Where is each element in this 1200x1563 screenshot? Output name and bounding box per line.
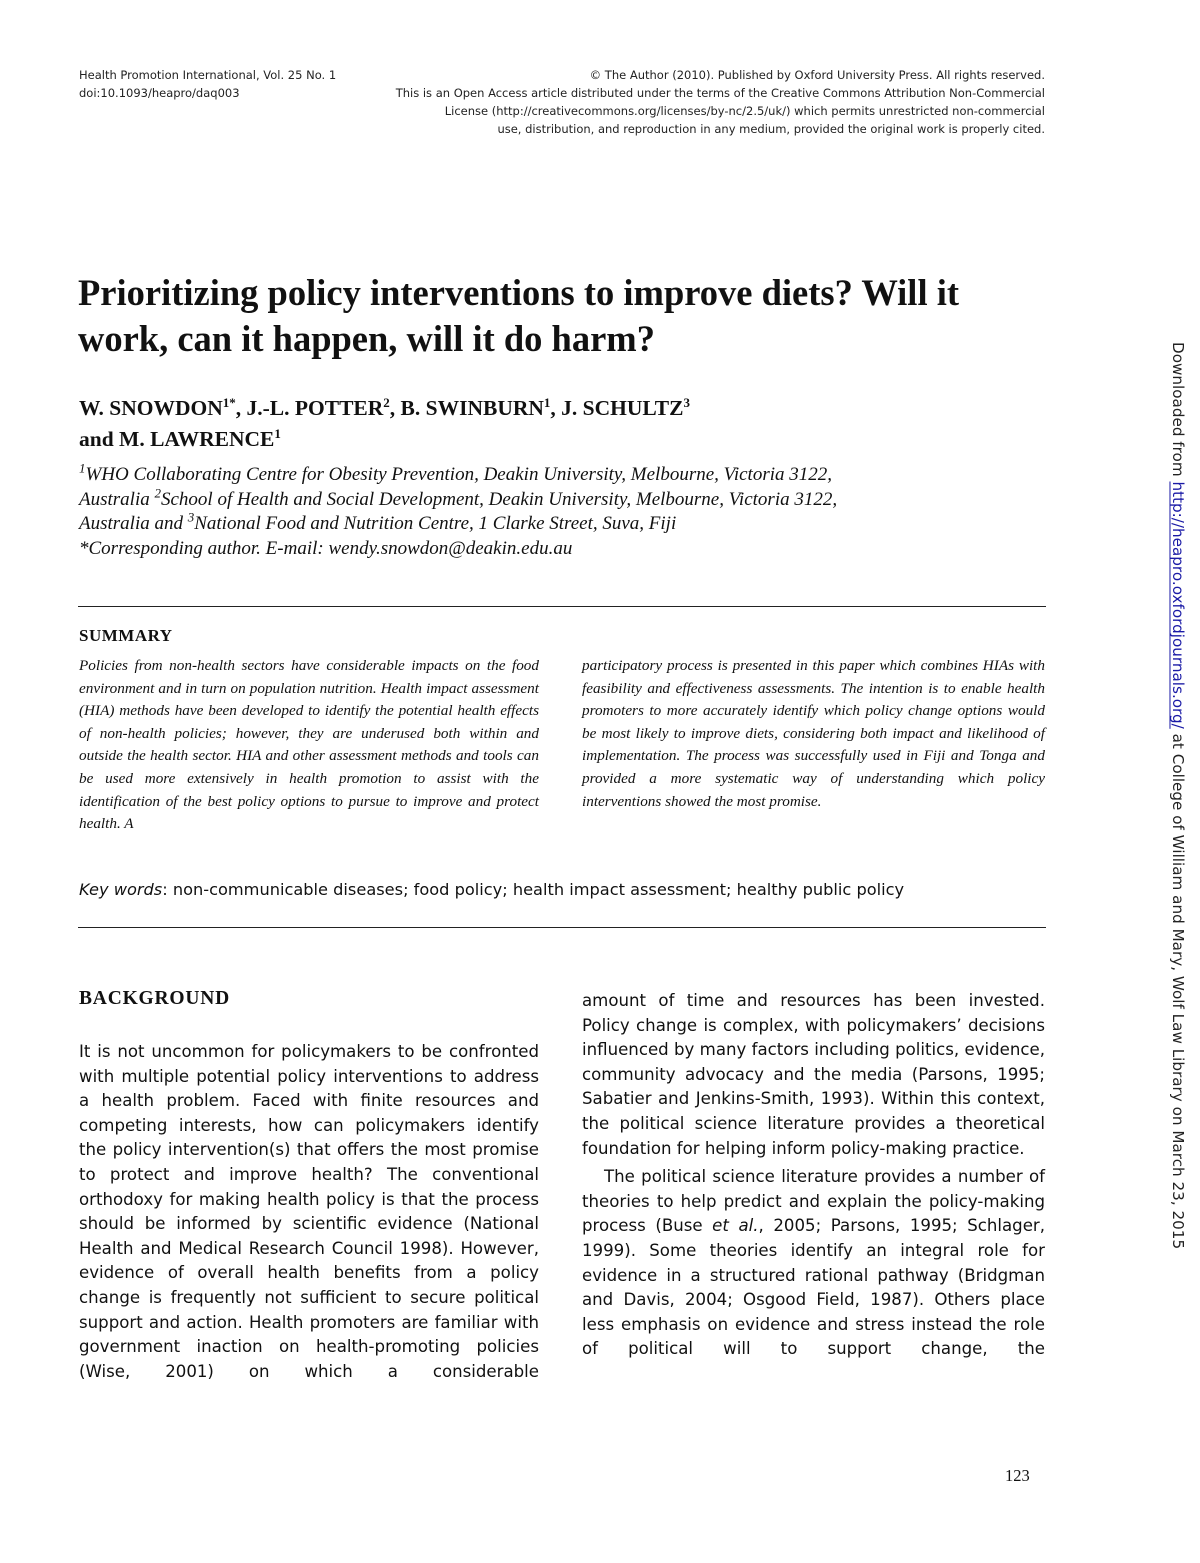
- author-affiliation-mark: 2: [383, 394, 390, 410]
- keywords-text: : non-communicable diseases; food policy; health impact assessment; healthy public policy: [162, 880, 905, 899]
- paragraph-text: , 2005; Parsons, 1995; Schlager, 1999). Some theories identify an integral role for evidence in a structured rational pathway (Bridgman and Davis, 2004; Osgood Field, 1987). Others place less emphasis on evidence and stress instead the role of political will to support change, the: [582, 1216, 1046, 1359]
- affiliation-mark: 2: [154, 485, 161, 501]
- body-column-left: [79, 1040, 539, 1384]
- license-line: use, distribution, and reproduction in any medium, provided the original work is properly cited.: [497, 122, 1045, 136]
- author-name: J.-L. POTTER: [246, 396, 384, 420]
- affiliations: [79, 460, 1059, 561]
- author-affiliation-mark: 3: [683, 394, 690, 410]
- author-name: J. SCHULTZ: [561, 396, 684, 420]
- download-stamp-text: at College of William and Mary, Wolf Law Library on March 23, 2015: [1169, 728, 1187, 1250]
- author-name: B. SWINBURN: [400, 396, 544, 420]
- affiliation-mark: 1: [79, 460, 86, 476]
- affiliation-text: Australia and: [79, 513, 188, 535]
- citation-etal: et al.: [712, 1216, 759, 1236]
- author-conjunction: and: [79, 427, 120, 451]
- summary-text-right: participatory process is presented in this paper which combines HIAs with feasibility and effectiveness assessments. The intention is to enable health promoters to more accurately identify which policy change options would be most likely to improve diets, considering both impact and likelihood of implementation. The process was successfully used in Fiji and Tonga and provided a more systematic way of understanding which policy interventions showed the most promise.: [582, 657, 1045, 810]
- divider: [78, 927, 1046, 928]
- affiliation-text: WHO Collaborating Centre for Obesity Prevention, Deakin University, Melbourne, Victoria 3122,: [85, 464, 833, 485]
- download-stamp: [1168, 342, 1188, 1249]
- author-affiliation-mark: 1: [274, 425, 281, 441]
- author-name: M. LAWRENCE: [119, 427, 275, 451]
- journal-citation: Health Promotion International, Vol. 25 No. 1: [79, 68, 337, 82]
- section-heading: BACKGROUND: [79, 988, 231, 1009]
- article-title: Prioritizing policy interventions to improve diets? Will it work, can it happen, will it do harm?: [78, 272, 960, 359]
- paragraph: It is not uncommon for policymakers to be confronted with multiple potential policy interventions to address a health problem. Faced with finite resources and competing interests, how can policymakers identify the policy intervention(s) that offers the most promise to protect and improve health? The conventional orthodoxy for making health policy is that the process should be informed by scientific evidence (National Health and Medical Research Council 1998). However, evidence of overall health benefits from a policy change is frequently not sufficient to secure political support and action. Health promoters are familiar with government inaction on health-promoting policies (Wise, 2001) on which a considerable: [79, 1042, 539, 1381]
- author-affiliation-mark: 1: [543, 394, 551, 410]
- license-line: This is an Open Access article distributed under the terms of the Creative Commons Attribution Non-Commercial: [395, 86, 1045, 100]
- author-list: W. $SNOWDON^{1*}$, J.-L. POTTER$^2$, B. SWINBURN$^1$, J. SCHULTZ$^3$ and M. LAWRENCE$^1$: [79, 394, 690, 451]
- body-column-right: [582, 989, 1045, 1362]
- author-affiliation-mark: 1*: [222, 394, 236, 410]
- license-line: License (http://creativecommons.org/licenses/by-nc/2.5/uk/) which permits unrestricted non-commercial: [444, 104, 1045, 118]
- paragraph: amount of time and resources has been invested. Policy change is complex, with policymakers’ decisions influenced by many factors including politics, evidence, community advocacy and the media (Parsons, 1995; Sabatier and Jenkins-Smith, 1993). Within this context, the political science literature provides a theoretical foundation for helping inform policy-making practice.: [582, 991, 1045, 1158]
- corresponding-author: *Corresponding author. E-mail: wendy.snowdon@deakin.edu.au: [79, 537, 573, 559]
- keywords-label: Key words: [79, 880, 163, 899]
- affiliation-text: National Food and Nutrition Centre, 1 Clarke Street, Suva, Fiji: [194, 513, 677, 535]
- running-header-right: [290, 66, 1045, 138]
- summary-text-left: Policies from non-health sectors have considerable impacts on the food environment and in turn on population nutrition. Health impact assessment (HIA) methods have been developed to identify the potential health effects of non-health policies; however, they are underused both within and outside the health sector. HIA and other assessment methods and tools can be used more extensively in health promotion to assist with the identification of the best policy options to pursue to improve and protect health. A: [79, 657, 539, 833]
- affiliation-mark: 3: [187, 509, 195, 525]
- download-link[interactable]: http://heapro.oxfordjournals.org/: [1169, 481, 1187, 729]
- paragraph-text: The political science literature provides a number of theories to help predict and explain the policy-making process (Buse: [582, 1167, 1045, 1236]
- keywords: [79, 879, 1054, 901]
- summary-heading: SUMMARY: [79, 626, 173, 645]
- affiliation-text: Australia: [79, 488, 155, 510]
- affiliation-text: School of Health and Social Development, Deakin University, Melbourne, Victoria 3122,: [160, 488, 838, 510]
- page-number: 123: [1005, 1466, 1030, 1485]
- paragraph: [582, 1165, 1045, 1362]
- download-stamp-text: Downloaded from: [1169, 342, 1187, 482]
- author-name: W. SNOWDON: [79, 396, 223, 420]
- copyright-notice: © The Author (2010). Published by Oxford University Press. All rights reserved.: [589, 68, 1045, 82]
- divider: [78, 606, 1046, 607]
- doi: doi:10.1093/heapro/daq003: [79, 86, 240, 100]
